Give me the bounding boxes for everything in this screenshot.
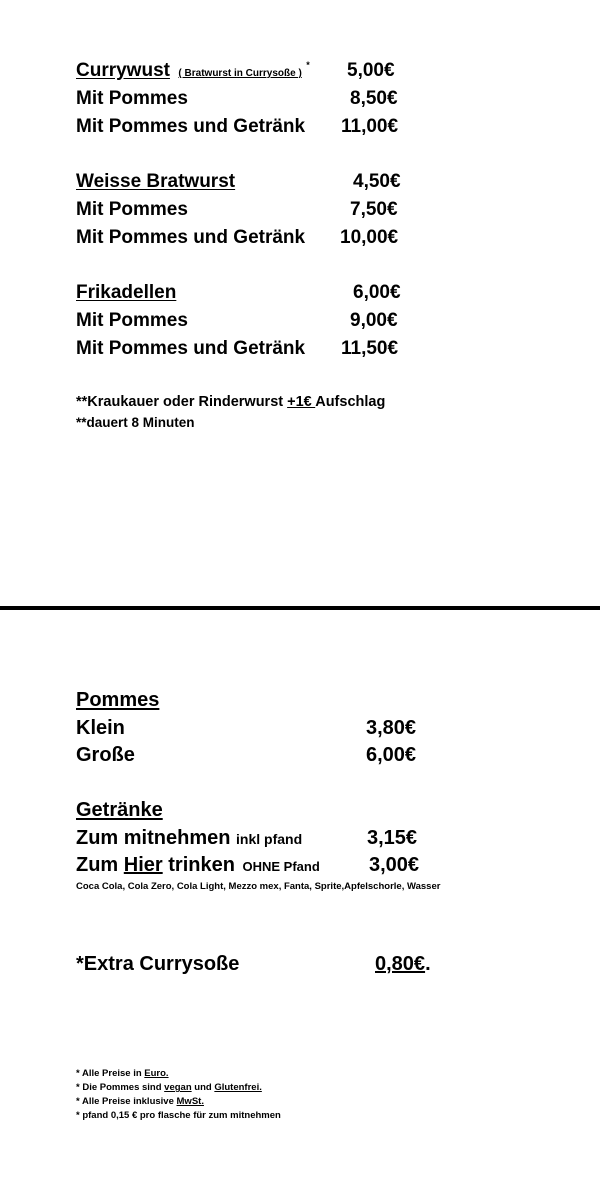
frikadellen-getraenk-label: Mit Pommes und Getränk	[76, 338, 306, 359]
pommes-gross-label: Große	[76, 744, 135, 766]
footnote-euro-link: Euro.	[144, 1068, 169, 1079]
footnote-vegan	[76, 1081, 262, 1095]
getraenke-mitnehmen-main: Zum mitnehmen	[76, 827, 231, 849]
bratwurst-getraenk-label: Mit Pommes und Getränk	[76, 227, 306, 248]
extra-sauce-label: *Extra Currysoße	[76, 953, 240, 975]
footnote-euro	[76, 1067, 169, 1081]
section-divider	[0, 606, 600, 610]
note-aufschlag-suffix: Aufschlag	[315, 394, 386, 410]
footnote-glutenfrei-link: Glutenfrei.	[214, 1082, 262, 1093]
bratwurst-pommes-price: 7,50€	[350, 199, 398, 220]
footnote-pfand: * pfand 0,15 € pro flasche für zum mitnehmen	[76, 1110, 281, 1121]
frikadellen-getraenk-price: 11,50€	[341, 338, 399, 359]
footnote-euro-text: * Alle Preise in	[76, 1068, 145, 1079]
currywurst-getraenk-price: 11,00€	[341, 116, 399, 137]
pommes-klein-label: Klein	[76, 717, 125, 739]
getraenke-mitnehmen-label	[76, 827, 302, 850]
pommes-title: Pommes	[76, 689, 160, 711]
bratwurst-pommes-label: Mit Pommes	[76, 199, 188, 220]
footnote-mwst-link: MwSt.	[176, 1096, 204, 1107]
currywurst-pommes-label: Mit Pommes	[76, 88, 188, 109]
currywurst-getraenk-label: Mit Pommes und Getränk	[76, 116, 306, 137]
bratwurst-getraenk-price: 10,00€	[340, 227, 399, 248]
extra-sauce-price: 0,80€	[375, 953, 426, 975]
footnote-vegan-link: vegan	[164, 1082, 192, 1093]
frikadellen-pommes-label: Mit Pommes	[76, 310, 188, 331]
extra-sauce-price-wrap	[375, 953, 431, 975]
frikadellen-title: Frikadellen	[76, 282, 177, 303]
note-wartezeit: **dauert 8 Minuten	[76, 415, 195, 430]
getraenke-hier-price: 3,00€	[369, 854, 420, 876]
frikadellen-pommes-price: 9,00€	[350, 310, 398, 331]
currywurst-title: Currywust	[76, 60, 170, 81]
extra-sauce-dot: .	[425, 953, 431, 975]
note-aufschlag-price: +1€	[287, 394, 316, 410]
getraenke-hier-c: trinken	[168, 854, 235, 876]
bratwurst-price: 4,50€	[353, 171, 401, 192]
currywurst-heading	[76, 60, 310, 82]
footnote-mwst	[76, 1095, 204, 1109]
note-wurst-aufschlag	[76, 393, 385, 411]
currywurst-subtitle: ( Bratwurst in Currysoße )	[178, 68, 302, 79]
pommes-gross-price: 6,00€	[366, 744, 417, 766]
pommes-klein-price: 3,80€	[366, 717, 417, 739]
bratwurst-title: Weisse Bratwurst	[76, 171, 236, 192]
getraenke-hier-a: Zum	[76, 854, 119, 876]
getraenke-hier-label	[76, 854, 320, 878]
currywurst-price: 5,00€	[347, 60, 395, 81]
note-aufschlag-text: **Kraukauer oder Rinderwurst	[76, 394, 288, 410]
getraenke-sorten-list: Coca Cola, Cola Zero, Cola Light, Mezzo mex, Fanta, Sprite,Apfelschorle, Wasser	[76, 881, 441, 892]
getraenke-title: Getränke	[76, 799, 163, 821]
getraenke-mitnehmen-price: 3,15€	[367, 827, 418, 849]
footnote-vegan-text: * Die Pommes sind	[76, 1082, 165, 1093]
frikadellen-price: 6,00€	[353, 282, 401, 303]
currywurst-star: *	[306, 60, 310, 70]
currywurst-pommes-price: 8,50€	[350, 88, 398, 109]
getraenke-mitnehmen-sub: inkl pfand	[236, 831, 303, 847]
footnote-vegan-mid: und	[191, 1082, 215, 1093]
getraenke-hier-b: Hier	[123, 854, 163, 876]
getraenke-hier-sub: OHNE Pfand	[242, 859, 320, 874]
footnote-mwst-text: * Alle Preise inklusive	[76, 1096, 177, 1107]
